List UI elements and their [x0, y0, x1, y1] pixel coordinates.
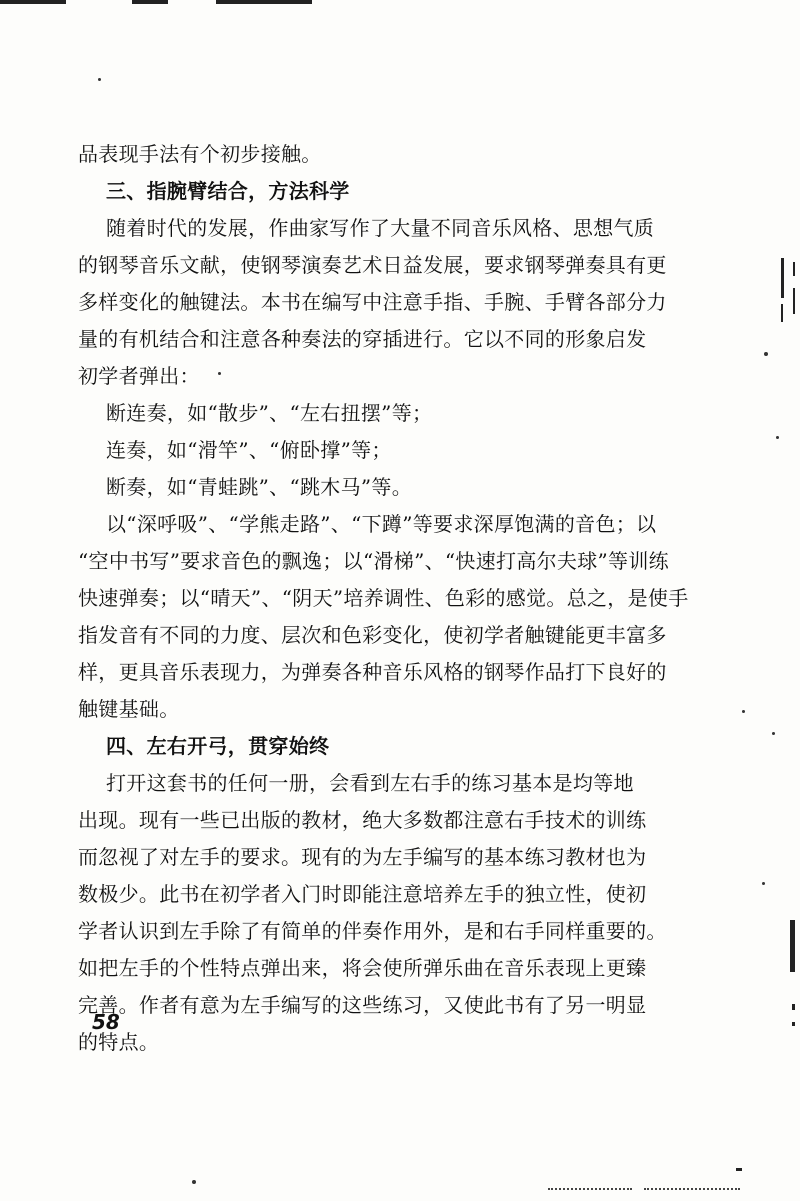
list-item: 断连奏，如“散步”、“左右扭摆”等；: [106, 401, 433, 425]
text-line: 打开这套书的任何一册，会看到左右手的练习基本是均等地: [106, 771, 634, 795]
text-line: 的钢琴音乐文献，使钢琴演奏艺术日益发展，要求钢琴弹奏具有更: [78, 253, 667, 277]
text-line: 样，更具音乐表现力，为弹奏各种音乐风格的钢琴作品打下良好的: [78, 660, 667, 684]
text-line: “空中书写”要求音色的飘逸；以“滑梯”、“快速打高尔夫球”等训练: [78, 549, 669, 573]
text-line: 学者认识到左手除了有简单的伴奏作用外，是和右手同样重要的。: [78, 919, 667, 943]
text-line: 以“深呼吸”、“学熊走路”、“下蹲”等要求深厚饱满的音色；以: [106, 512, 657, 536]
edge-scan-mark: [790, 920, 795, 972]
scan-speck: [776, 436, 779, 439]
section-heading-3: 三、指腕臂结合，方法科学: [106, 179, 350, 203]
text-line: 随着时代的发展，作曲家写作了大量不同音乐风格、思想气质: [106, 216, 655, 240]
text-line: 的特点。: [78, 1030, 160, 1054]
edge-scan-mark: [781, 258, 784, 298]
text-line: 量的有机结合和注意各种奏法的穿插进行。它以不同的形象启发: [78, 327, 647, 351]
scan-speck: [218, 372, 221, 375]
text-line: 数极少。此书在初学者入门时即能注意培养左手的独立性，使初: [78, 882, 647, 906]
top-scan-mark: [216, 0, 312, 4]
edge-scan-mark: [736, 1168, 742, 1171]
edge-scan-mark: [793, 288, 795, 314]
text-line: 初学者弹出：: [78, 364, 200, 388]
scan-speck: [98, 78, 101, 81]
edge-scan-mark: [793, 262, 795, 276]
scan-speck: [742, 710, 745, 713]
scan-speck: [772, 732, 775, 735]
list-item: 连奏，如“滑竿”、“俯卧撑”等；: [106, 438, 392, 462]
page-number: 58: [92, 1010, 120, 1034]
text-line: 品表现手法有个初步接触。: [78, 142, 322, 166]
bottom-scan-dots: [548, 1188, 632, 1192]
body-text: [78, 136, 689, 1061]
text-line: 快速弹奏；以“晴天”、“阴天”培养调性、色彩的感觉。总之，是使手: [78, 586, 689, 610]
text-line: 如把左手的个性特点弹出来，将会使所弹乐曲在音乐表现上更臻: [78, 956, 647, 980]
edge-scan-mark: [792, 1022, 795, 1026]
scan-speck: [762, 882, 765, 885]
scan-speck: [764, 352, 768, 356]
top-scan-mark: [132, 0, 168, 4]
text-line: 指发音有不同的力度、层次和色彩变化，使初学者触键能更丰富多: [78, 623, 667, 647]
list-item: 断奏，如“青蛙跳”、“跳木马”等。: [106, 475, 412, 499]
section-heading-4: 四、左右开弓，贯穿始终: [106, 734, 330, 758]
scan-speck: [192, 1180, 196, 1184]
text-line: 而忽视了对左手的要求。现有的为左手编写的基本练习教材也为: [78, 845, 647, 869]
text-line: 完善。作者有意为左手编写的这些练习，又使此书有了另一明显: [78, 993, 647, 1017]
text-line: 出现。现有一些已出版的教材，绝大多数都注意右手技术的训练: [78, 808, 647, 832]
text-line: 多样变化的触键法。本书在编写中注意手指、手腕、手臂各部分力: [78, 290, 667, 314]
edge-scan-mark: [792, 1004, 795, 1010]
edge-scan-mark: [781, 304, 783, 322]
top-scan-mark: [0, 0, 66, 4]
text-line: 触键基础。: [78, 697, 180, 721]
bottom-scan-dots: [644, 1188, 740, 1192]
